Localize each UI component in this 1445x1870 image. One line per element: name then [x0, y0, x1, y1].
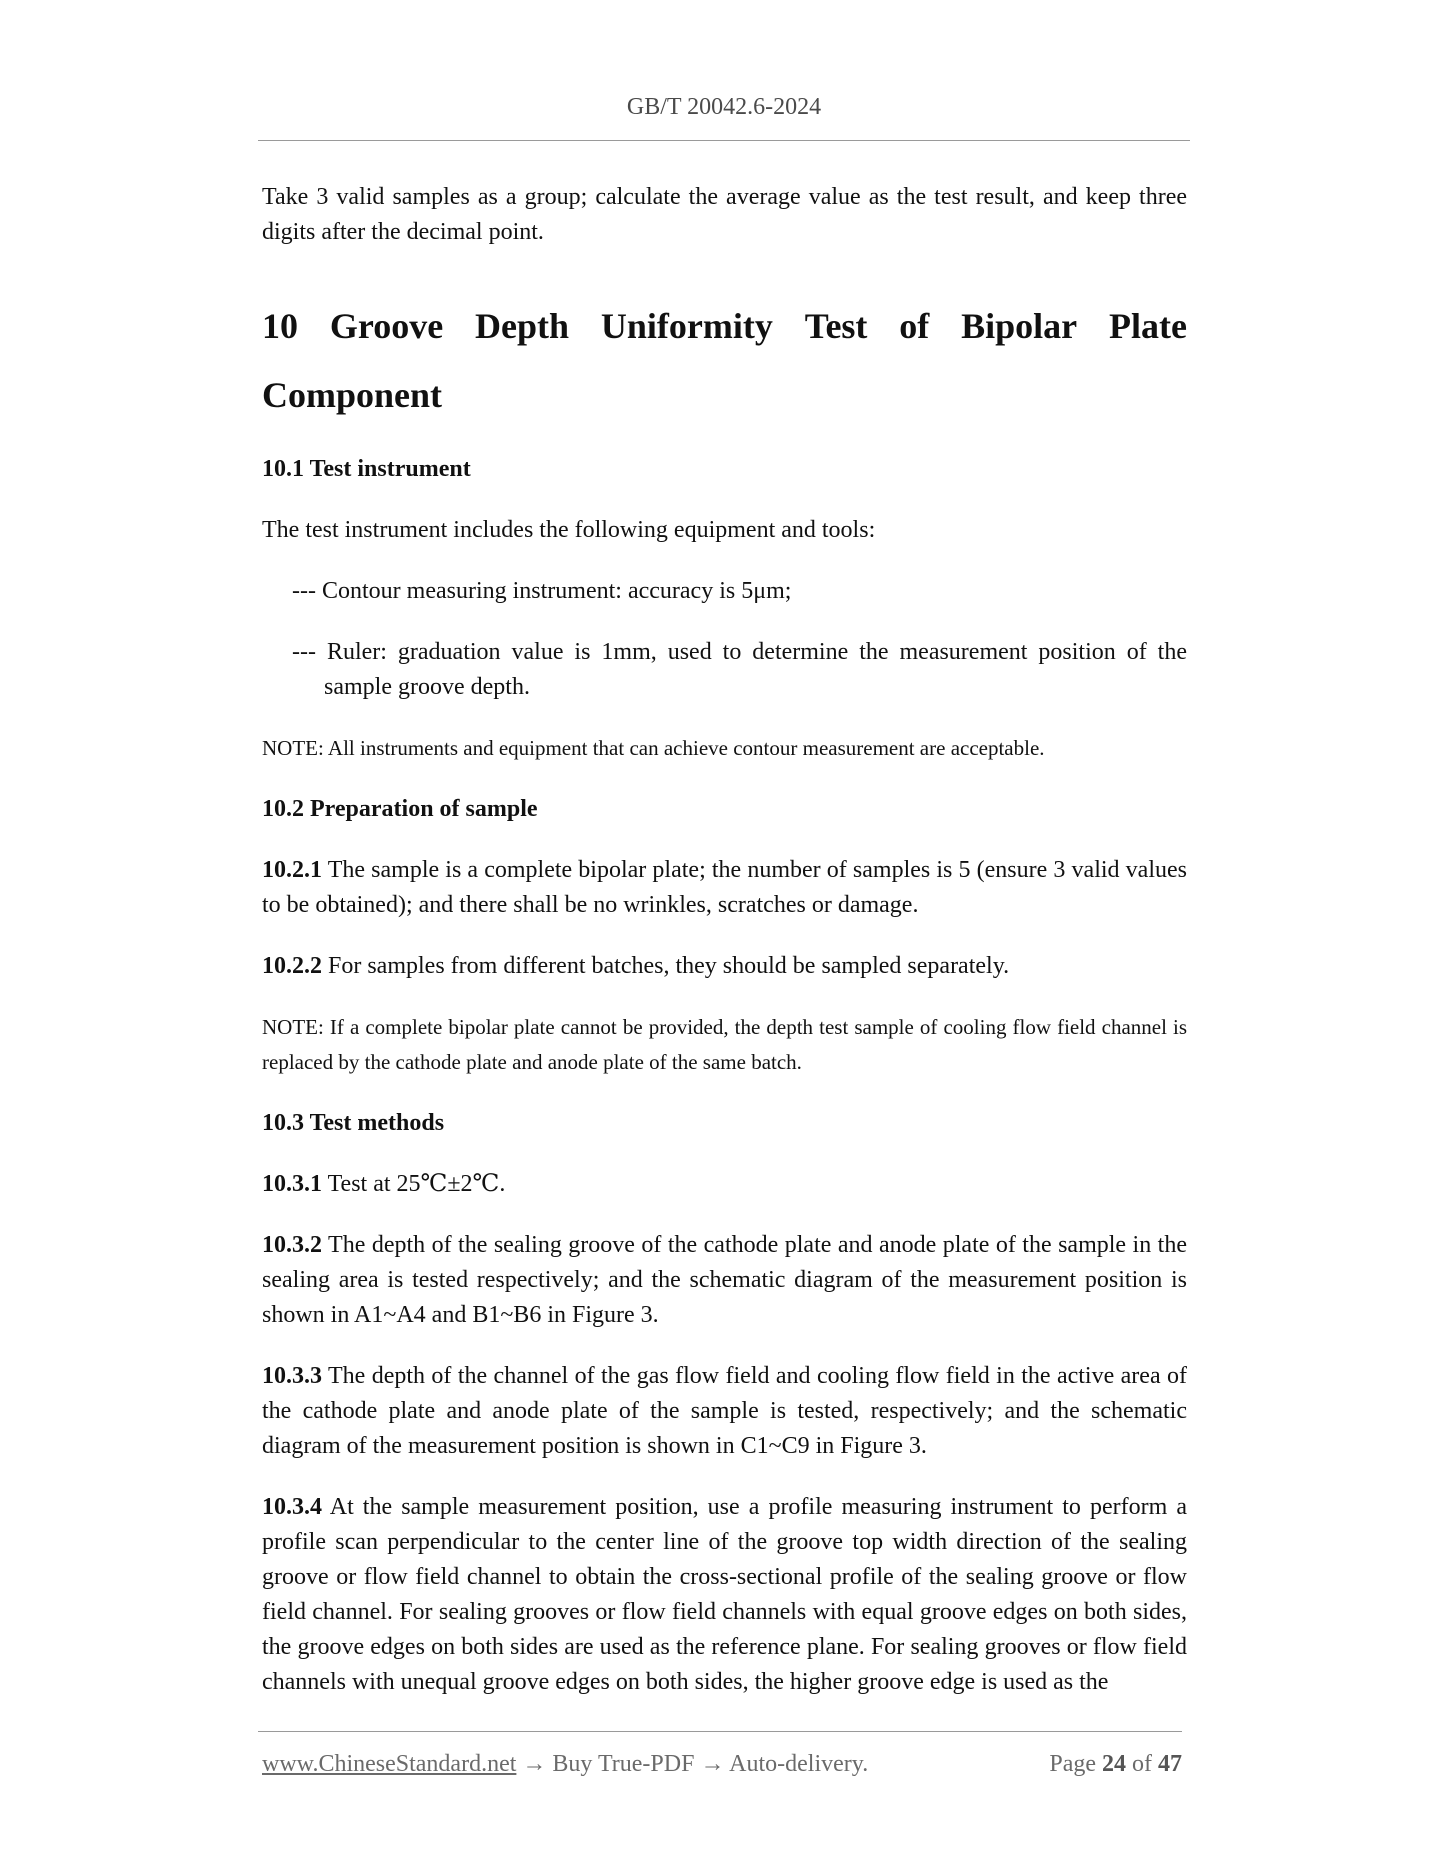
page-total: 47 — [1158, 1751, 1182, 1777]
clause-number: 10.3.2 — [262, 1232, 322, 1258]
title-word: Depth — [475, 306, 570, 346]
standard-code: GB/T 20042.6-2024 — [626, 94, 822, 120]
footer-divider — [258, 1731, 1182, 1732]
clause-text: Test at 25℃±2℃. — [322, 1171, 506, 1197]
page-counter — [1049, 1751, 1182, 1778]
page-of: of — [1132, 1751, 1152, 1777]
note-10-1: NOTE: All instruments and equipment that can achieve contour measurement are acceptable. — [262, 736, 1045, 760]
site-link[interactable]: www.ChineseStandard.net — [262, 1751, 517, 1777]
title-word: Test — [804, 306, 868, 346]
intro-paragraph: Take 3 valid samples as a group; calculate the average value as the test result, and keep three digits after the decimal point. — [262, 184, 1187, 245]
clause-text: The depth of the channel of the gas flow field and cooling flow field in the active area of the cathode plate and anode plate of the sample is tested, respectively; and the schematic diagram of the measurement position is shown in C1~C9 in Figure 3. — [262, 1363, 1187, 1459]
note-10-2: NOTE: If a complete bipolar plate cannot be provided, the depth test sample of cooling flow field channel is replaced by the cathode plate and anode plate of the same batch. — [262, 1015, 1187, 1074]
title-word: of — [899, 306, 930, 346]
subsection-10-1-heading: 10.1 Test instrument — [262, 456, 471, 482]
title-word: Uniformity — [600, 306, 773, 346]
clause-number: 10.3.1 — [262, 1171, 322, 1197]
title-word: Groove — [329, 306, 444, 346]
subsection-10-3-heading: 10.3 Test methods — [262, 1110, 445, 1136]
page-content — [262, 180, 1187, 1700]
instrument-item: --- Ruler: graduation value is 1mm, used to determine the measurement position of the sample groove depth. — [292, 639, 1187, 700]
clause-10-3-4 — [262, 1490, 1187, 1700]
instrument-item: --- Contour measuring instrument: accuracy is 5μm; — [292, 578, 792, 604]
clause-text: At the sample measurement position, use a profile measuring instrument to perform a profile scan perpendicular to the center line of the groove top width direction of the sealing groove or flow field channel to obtain the cross-sectional profile of the sealing groove or flow field channel. For sealing grooves or flow field channels with equal groove edges on both sides, the groove edges on both sides are used as the reference plane. For sealing grooves or flow field channels with unequal groove edges on both sides, the higher groove edge is used as the — [262, 1494, 1187, 1695]
page-current: 24 — [1102, 1751, 1126, 1777]
arrow-icon: → — [516, 1751, 553, 1777]
clause-text: The sample is a complete bipolar plate; the number of samples is 5 (ensure 3 valid values to be obtained); and there shall be no wrinkles, scratches or damage. — [262, 857, 1187, 918]
clause-10-3-3 — [262, 1359, 1187, 1464]
subsection-10-2-heading: 10.2 Preparation of sample — [262, 796, 538, 822]
clause-number: 10.3.3 — [262, 1363, 322, 1389]
instrument-intro: The test instrument includes the following equipment and tools: — [262, 517, 876, 543]
buy-pdf-text: Buy True-PDF — [552, 1751, 695, 1777]
header-divider — [258, 140, 1190, 141]
clause-10-2-2 — [262, 949, 1187, 984]
clause-10-3-1 — [262, 1167, 1187, 1202]
title-word: Bipolar — [961, 306, 1078, 346]
clause-number: 10.2.1 — [262, 857, 322, 883]
clause-text: The depth of the sealing groove of the cathode plate and anode plate of the sample in the sealing area is tested respectively; and the schematic diagram of the measurement position is shown in A1~A4 and B1~B6 in Figure 3. — [262, 1232, 1187, 1328]
title-word: Plate — [1109, 306, 1187, 346]
page-label: Page — [1049, 1751, 1096, 1777]
section-10-heading — [262, 292, 1187, 430]
section-title-line2: Component — [262, 375, 443, 415]
clause-number: 10.2.2 — [262, 953, 322, 979]
clause-10-3-2 — [262, 1228, 1187, 1333]
section-number: 10 — [262, 306, 298, 346]
clause-text: For samples from different batches, they should be sampled separately. — [322, 953, 1010, 979]
footer-promo — [262, 1751, 868, 1778]
clause-number: 10.3.4 — [262, 1494, 322, 1520]
auto-delivery-text: Auto-delivery. — [729, 1751, 869, 1777]
arrow-icon: → — [694, 1751, 730, 1777]
document-header — [258, 94, 1190, 121]
clause-10-2-1 — [262, 853, 1187, 923]
